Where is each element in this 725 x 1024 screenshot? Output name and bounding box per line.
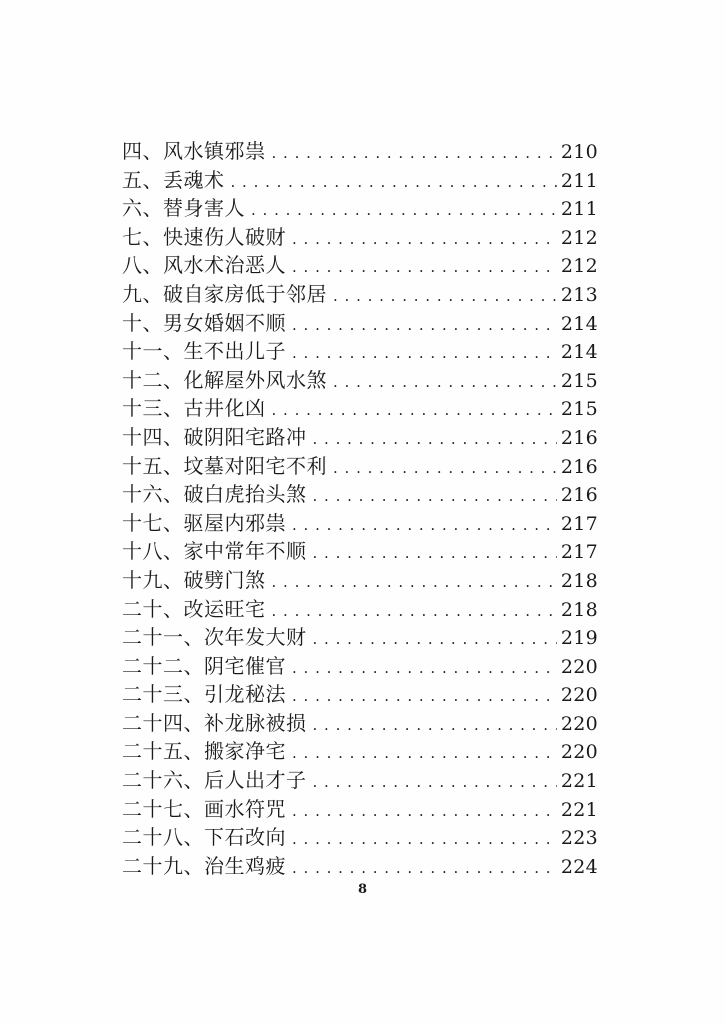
toc-entry-title: 二十五、搬家净宅 — [122, 739, 286, 764]
toc-entry — [122, 251, 598, 280]
toc-entry-page-number: 214 — [560, 312, 598, 335]
toc-entry-page-number: 220 — [560, 712, 598, 735]
dot-leader — [251, 196, 557, 225]
toc-entry — [122, 194, 598, 223]
toc-entry-title: 四、风水镇邪祟 — [122, 139, 266, 163]
toc-entry — [122, 766, 598, 795]
toc-entry-title: 二十七、画水符咒 — [122, 796, 286, 821]
toc-entry-page-number: 218 — [560, 569, 598, 592]
toc-entry-page-number: 212 — [560, 226, 598, 249]
toc-entry — [122, 652, 598, 681]
toc-entry-title: 十八、家中常年不顺 — [122, 539, 307, 564]
dot-leader — [272, 568, 557, 597]
toc-entry-page-number: 210 — [560, 141, 598, 163]
table-of-contents — [122, 137, 598, 880]
toc-entry — [122, 394, 598, 423]
dot-leader — [292, 225, 557, 254]
dot-leader — [272, 139, 557, 168]
toc-entry-page-number: 217 — [560, 512, 598, 535]
toc-entry-title: 二十三、引龙秘法 — [122, 682, 286, 707]
toc-entry — [122, 737, 598, 766]
dot-leader — [313, 482, 557, 511]
dot-leader — [292, 253, 557, 282]
dot-leader — [292, 339, 557, 368]
toc-entry — [122, 223, 598, 252]
dot-leader — [313, 539, 557, 568]
toc-entry-page-number: 216 — [560, 455, 598, 478]
toc-entry-title: 五、丢魂术 — [122, 167, 225, 192]
toc-entry-page-number: 211 — [560, 198, 598, 221]
toc-entry — [122, 709, 598, 738]
toc-entry-page-number: 215 — [560, 369, 598, 392]
toc-entry-title: 七、快速伤人破财 — [122, 224, 286, 249]
toc-entry — [122, 852, 598, 881]
toc-entry-title: 二十九、治生鸡疲 — [122, 853, 286, 878]
toc-entry — [122, 423, 598, 452]
toc-entry-title: 十二、化解屋外风水煞 — [122, 367, 327, 392]
dot-leader — [313, 711, 557, 740]
toc-entry-page-number: 216 — [560, 484, 598, 507]
toc-entry — [122, 137, 598, 166]
toc-entry-title: 二十一、次年发大财 — [122, 625, 307, 650]
toc-entry-page-number: 218 — [560, 598, 598, 621]
dot-leader — [292, 654, 557, 683]
dot-leader — [231, 168, 557, 197]
toc-entry-page-number: 221 — [560, 798, 598, 821]
toc-entry — [122, 166, 598, 195]
toc-entry — [122, 509, 598, 538]
toc-entry-title: 十三、古井化凶 — [122, 396, 266, 421]
dot-leader — [292, 825, 557, 854]
dot-leader — [292, 854, 557, 883]
toc-entry — [122, 566, 598, 595]
dot-leader — [292, 739, 557, 768]
toc-entry-title: 二十六、后人出才子 — [122, 768, 307, 793]
toc-entry-title: 八、风水术治恶人 — [122, 253, 286, 278]
toc-entry-title: 十一、生不出儿子 — [122, 339, 286, 364]
toc-entry-title: 二十八、下石改向 — [122, 825, 286, 850]
toc-entry-page-number: 224 — [560, 855, 598, 878]
dot-leader — [292, 797, 557, 826]
toc-entry-page-number: 211 — [560, 169, 598, 192]
toc-entry-title: 九、破自家房低于邻居 — [122, 281, 327, 306]
dot-leader — [333, 454, 557, 483]
toc-entry-title: 六、替身害人 — [122, 196, 245, 221]
toc-entry-page-number: 217 — [560, 541, 598, 564]
dot-leader — [313, 425, 557, 454]
dot-leader — [292, 682, 557, 711]
dot-leader — [333, 368, 557, 397]
toc-entry — [122, 280, 598, 309]
toc-entry-title: 二十四、补龙脉被损 — [122, 710, 307, 735]
toc-entry-page-number: 219 — [560, 627, 598, 650]
dot-leader — [313, 768, 557, 797]
toc-entry — [122, 480, 598, 509]
toc-entry — [122, 823, 598, 852]
toc-entry-page-number: 220 — [560, 655, 598, 678]
toc-entry-page-number: 221 — [560, 770, 598, 793]
toc-entry-page-number: 214 — [560, 341, 598, 364]
toc-entry — [122, 680, 598, 709]
toc-entry — [122, 595, 598, 624]
toc-entry — [122, 366, 598, 395]
toc-entry-title: 二十二、阴宅催官 — [122, 653, 286, 678]
toc-entry-title: 十七、驱屋内邪祟 — [122, 510, 286, 535]
page-number: 8 — [357, 882, 368, 897]
dot-leader — [292, 311, 557, 340]
dot-leader — [272, 597, 557, 626]
toc-entry-title: 十九、破劈门煞 — [122, 567, 266, 592]
toc-entry — [122, 537, 598, 566]
toc-entry — [122, 309, 598, 338]
toc-entry-title: 二十、改运旺宅 — [122, 596, 266, 621]
toc-entry-page-number: 213 — [560, 283, 598, 306]
toc-entry — [122, 795, 598, 824]
toc-entry-page-number: 220 — [560, 684, 598, 707]
toc-entry-page-number: 223 — [560, 827, 598, 850]
toc-entry — [122, 337, 598, 366]
toc-entry-title: 十五、坟墓对阳宅不利 — [122, 453, 327, 478]
toc-entry-page-number: 215 — [560, 398, 598, 421]
toc-entry-page-number: 216 — [560, 426, 598, 449]
toc-entry-page-number: 212 — [560, 255, 598, 278]
dot-leader — [333, 282, 557, 311]
toc-entry-title: 十、男女婚姻不顺 — [122, 310, 286, 335]
dot-leader — [272, 396, 557, 425]
toc-entry — [122, 452, 598, 481]
toc-entry-page-number: 220 — [560, 741, 598, 764]
toc-entry-title: 十六、破白虎抬头煞 — [122, 482, 307, 507]
toc-entry-title: 十四、破阴阳宅路冲 — [122, 424, 307, 449]
toc-entry — [122, 623, 598, 652]
dot-leader — [313, 625, 557, 654]
dot-leader — [292, 511, 557, 540]
